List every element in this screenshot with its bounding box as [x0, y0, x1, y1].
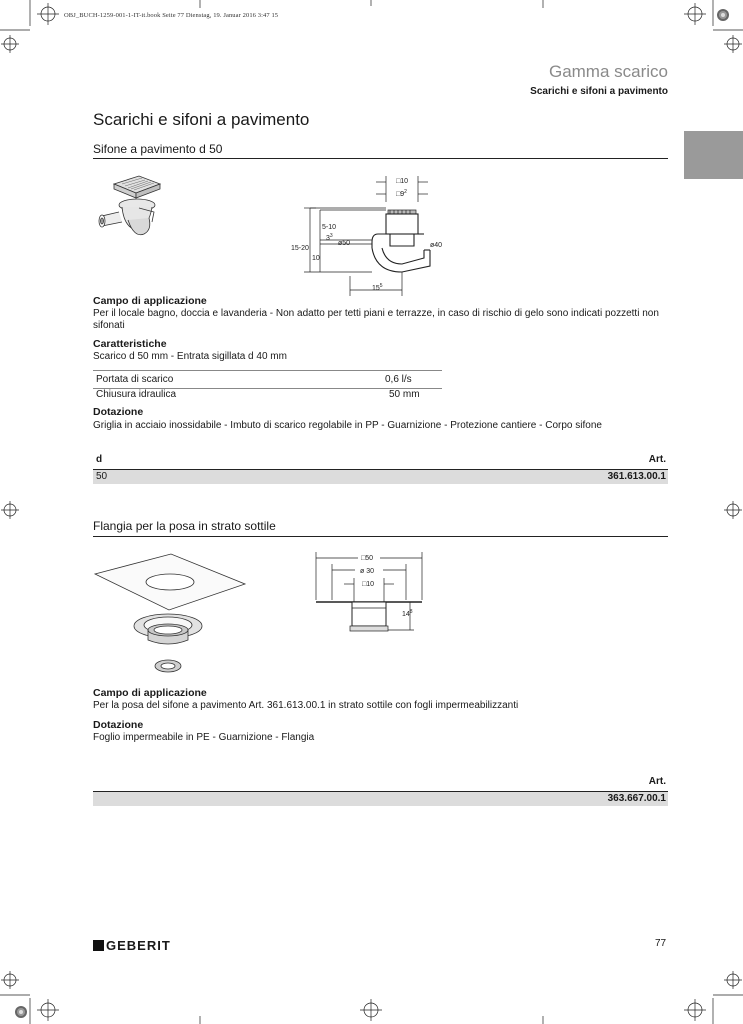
dim-10-label: □10: [396, 178, 409, 185]
table-row: [93, 470, 668, 484]
table-row: [93, 792, 668, 806]
row-art-value: 361.613.00.1: [607, 471, 666, 482]
flange-illustration: [93, 550, 248, 680]
dotazione-label: Dotazione: [93, 406, 144, 418]
dim-10b-label: 10: [312, 255, 320, 262]
registration-mark-icon: [1, 35, 19, 53]
row-d-value: 50: [96, 471, 108, 482]
col-art-header: Art.: [648, 454, 666, 465]
chapter-tab: [684, 131, 743, 179]
flange-technical-drawing: [310, 550, 425, 640]
geberit-logo: GEBERIT: [93, 938, 171, 953]
registration-mark-icon: [360, 999, 382, 1021]
dim-33-label: $3^3$: [326, 233, 333, 242]
dim-510-label: 5-10: [322, 224, 337, 231]
registration-mark-icon: [724, 971, 742, 989]
category-title: Gamma scarico: [548, 62, 668, 81]
registration-mark-icon: [724, 501, 742, 519]
spec-value: 50 mm: [389, 389, 420, 400]
logo-square-icon: [93, 940, 104, 951]
dim-o50-label: ø50: [338, 240, 351, 247]
caratteristiche-label: Caratteristiche: [93, 338, 167, 350]
dim-10-flange-label: □10: [362, 581, 375, 588]
row-art-value: 363.667.00.1: [607, 793, 666, 804]
dotazione-text: Foglio impermeabile in PE - Guarnizione - Flangia: [93, 732, 315, 743]
registration-mark-icon: [37, 3, 59, 25]
campo-text: Per la posa del sifone a pavimento Art. 361.613.00.1 in strato sottile con fogli impermeabilizzanti: [93, 700, 519, 711]
campo-label: Campo di applicazione: [93, 687, 207, 699]
spec-table-top: [93, 370, 442, 371]
spec-value: 0,6 l/s: [385, 374, 412, 385]
col-art-header: Art.: [648, 776, 666, 787]
campo-text: Per il locale bagno, doccia e lavanderia - Non adatto per tetti piani e terrazze, in caso di rischio di gelo sono indicati pozzetti non sifonati: [93, 308, 659, 331]
floor-drain-illustration: [94, 172, 169, 244]
caratteristiche-text: Scarico d 50 mm - Entrata sigillata d 40 mm: [93, 351, 287, 362]
spec-row: [93, 389, 442, 402]
page-number: 77: [655, 938, 667, 949]
section-title-flangia: Flangia per la posa in strato sottile: [93, 519, 276, 533]
section-title-sifone: Sifone a pavimento d 50: [93, 142, 223, 156]
sifone-technical-drawing: [290, 172, 450, 296]
dotazione-text: Griglia in acciaio inossidabile - Imbuto di scarico regolabile in PP - Guarnizione - Protezione cantiere - Corpo sifone: [93, 420, 602, 431]
spec-row: [93, 374, 442, 387]
registration-mark-icon: [724, 35, 742, 53]
registration-mark-icon: [1, 971, 19, 989]
dim-92-label: $□9^2$: [396, 189, 407, 198]
category-subtitle: Scarichi e sifoni a pavimento: [530, 86, 668, 97]
dim-155-label: $15^5$: [372, 283, 383, 292]
colour-target-icon: [717, 9, 729, 21]
col-d-header: d: [96, 454, 103, 465]
article-table-header: [93, 775, 668, 789]
dim-148-label: $14^8$: [402, 609, 413, 618]
article-table-header: [93, 453, 668, 467]
registration-mark-icon: [684, 999, 706, 1021]
dotazione-label: Dotazione: [93, 719, 144, 731]
colour-target-icon: [15, 1006, 27, 1018]
spec-name: Portata di scarico: [96, 374, 174, 385]
dim-o40-label: ø40: [430, 242, 443, 249]
section-divider: [93, 536, 668, 537]
campo-label: Campo di applicazione: [93, 295, 207, 307]
spec-name: Chiusura idraulica: [96, 389, 177, 400]
registration-mark-icon: [1, 501, 19, 519]
dim-50-label: □50: [361, 555, 374, 562]
registration-mark-icon: [684, 3, 706, 25]
section-divider: [93, 158, 668, 159]
page-title: Scarichi e sifoni a pavimento: [93, 110, 310, 129]
registration-mark-icon: [37, 999, 59, 1021]
dim-1520-label: 15-20: [291, 245, 309, 252]
print-info: OBJ_BUCH-1259-001-1-IT-it.book Seite 77 Dienstag, 19. Januar 2016 3:47 15: [64, 12, 279, 19]
dim-o30-label: ø 30: [360, 568, 375, 575]
